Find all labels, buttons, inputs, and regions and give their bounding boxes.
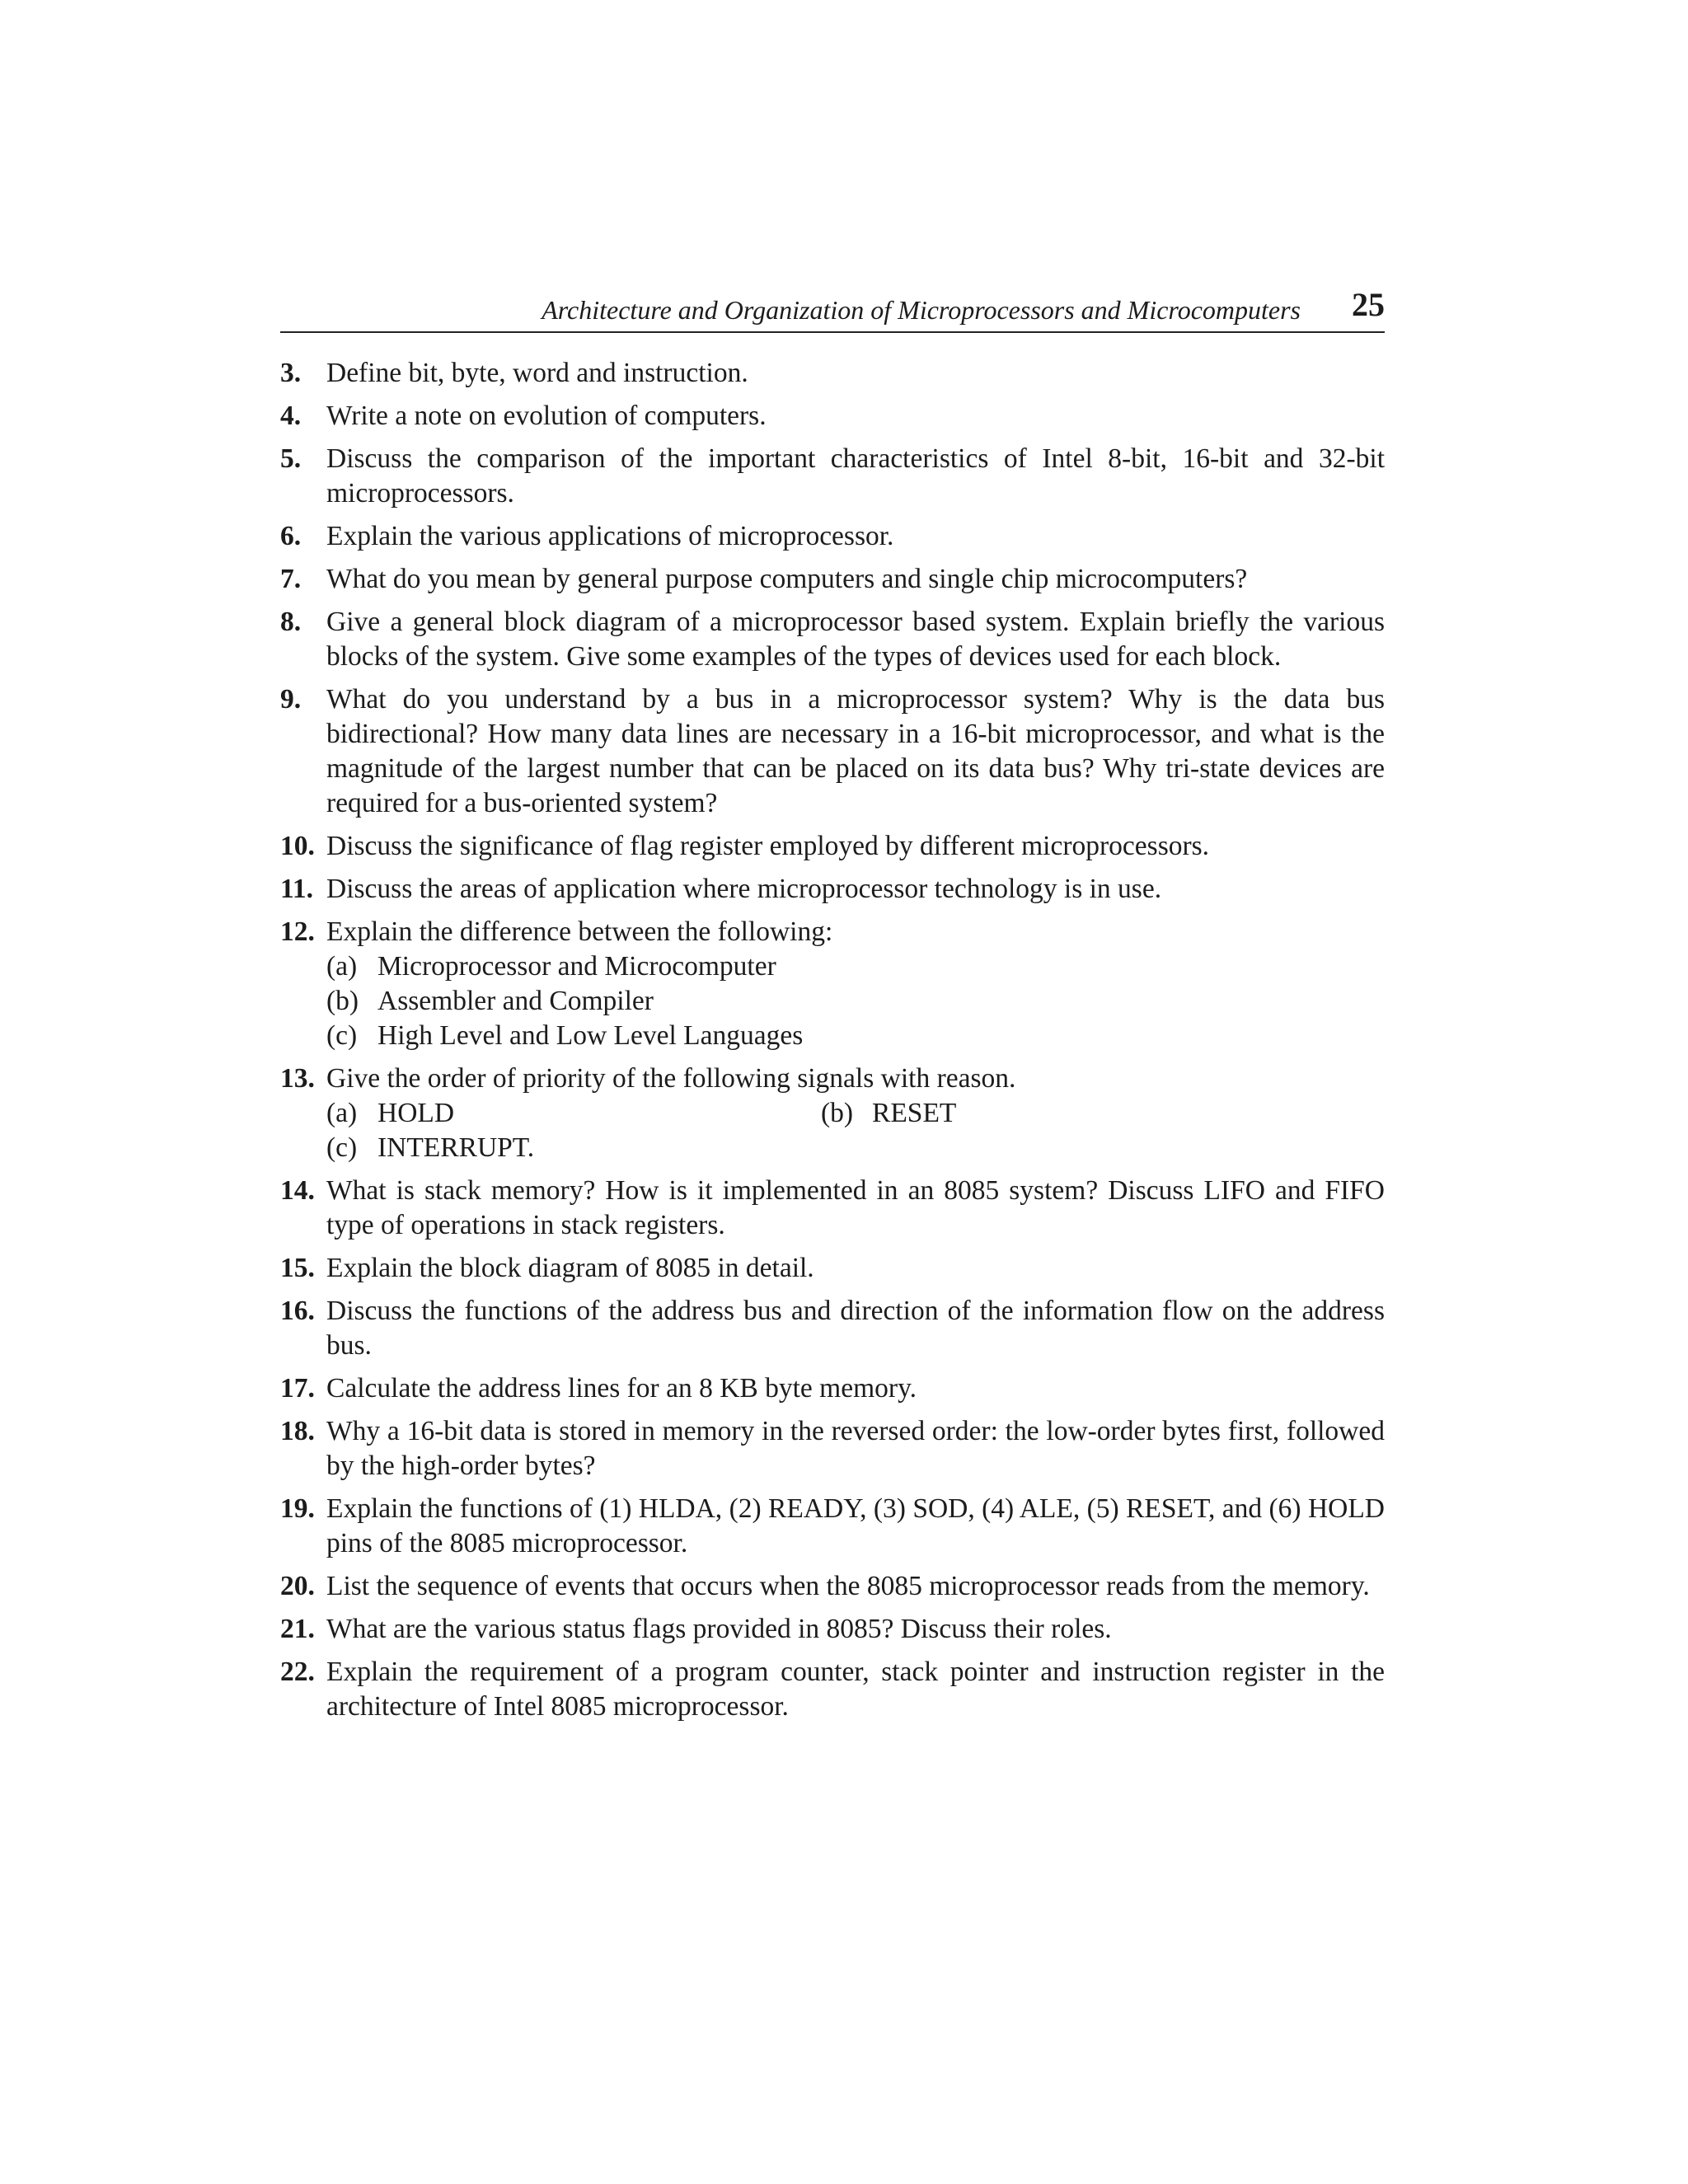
sub-item bbox=[326, 949, 1385, 984]
question-text: Explain the requirement of a program counter, stack pointer and instruction register in the architecture of Intel 8085 microprocessor. bbox=[326, 1657, 1385, 1722]
question-21 bbox=[280, 1612, 1385, 1647]
sub-item-label: (b) bbox=[821, 1098, 854, 1128]
sub-item-row bbox=[326, 1096, 1385, 1131]
question-number: 6. bbox=[280, 521, 302, 551]
question-4 bbox=[280, 399, 1385, 434]
question-15 bbox=[280, 1251, 1385, 1286]
question-number: 10. bbox=[280, 831, 315, 861]
question-19 bbox=[280, 1492, 1385, 1561]
question-number: 5. bbox=[280, 443, 302, 474]
question-number: 17. bbox=[280, 1373, 315, 1404]
question-text: Discuss the comparison of the important characteristics of Intel 8-bit, 16-bit and 32-bit microprocessors. bbox=[326, 443, 1385, 509]
question-text: What is stack memory? How is it implemented in an 8085 system? Discuss LIFO and FIFO type of operations in stack registers. bbox=[326, 1175, 1385, 1240]
question-text: Give a general block diagram of a microprocessor based system. Explain briefly the various blocks of the system. Give some examples of the types of devices used for each block. bbox=[326, 607, 1385, 672]
question-11 bbox=[280, 872, 1385, 907]
question-20 bbox=[280, 1569, 1385, 1604]
question-list bbox=[280, 356, 1385, 1732]
question-text: Define bit, byte, word and instruction. bbox=[326, 358, 748, 388]
question-text: Explain the block diagram of 8085 in detail. bbox=[326, 1253, 814, 1283]
question-number: 18. bbox=[280, 1416, 315, 1446]
sub-item-text: HOLD bbox=[377, 1098, 455, 1128]
sub-item-list bbox=[326, 949, 1385, 1053]
sub-item-label: (b) bbox=[326, 986, 359, 1016]
question-7 bbox=[280, 562, 1385, 597]
sub-item bbox=[326, 1096, 821, 1131]
question-text: Discuss the areas of application where microprocessor technology is in use. bbox=[326, 874, 1162, 904]
sub-item-label: (a) bbox=[326, 1098, 358, 1128]
sub-item-row bbox=[326, 1131, 1385, 1165]
question-number: 4. bbox=[280, 401, 302, 431]
page-number: 25 bbox=[1352, 286, 1385, 323]
question-number: 7. bbox=[280, 564, 302, 594]
question-number: 19. bbox=[280, 1493, 315, 1524]
question-3 bbox=[280, 356, 1385, 391]
question-9 bbox=[280, 682, 1385, 821]
question-10 bbox=[280, 829, 1385, 864]
question-text: Give the order of priority of the following signals with reason. bbox=[326, 1063, 1016, 1094]
question-text: Discuss the functions of the address bus and direction of the information flow on the address bus. bbox=[326, 1296, 1385, 1361]
question-22 bbox=[280, 1655, 1385, 1724]
sub-item-text: High Level and Low Level Languages bbox=[377, 1020, 804, 1051]
question-text: What are the various status flags provided in 8085? Discuss their roles. bbox=[326, 1614, 1112, 1644]
question-6 bbox=[280, 519, 1385, 554]
question-number: 14. bbox=[280, 1175, 315, 1206]
question-text: What do you mean by general purpose computers and single chip microcomputers? bbox=[326, 564, 1248, 594]
sub-item-text: RESET bbox=[872, 1098, 957, 1128]
question-text: Calculate the address lines for an 8 KB byte memory. bbox=[326, 1373, 917, 1404]
question-12 bbox=[280, 915, 1385, 1053]
question-text: Explain the difference between the following: bbox=[326, 916, 833, 947]
question-number: 8. bbox=[280, 607, 302, 637]
question-number: 11. bbox=[280, 874, 314, 904]
sub-item bbox=[326, 1131, 821, 1165]
question-17 bbox=[280, 1371, 1385, 1406]
question-text: List the sequence of events that occurs when the 8085 microprocessor reads from the memory. bbox=[326, 1571, 1370, 1601]
question-text: What do you understand by a bus in a microprocessor system? Why is the data bus bidirectional? How many data lines are necessary in a 16-bit microprocessor, and what is the magnitude of the largest number that can be placed on its data bus? Why tri-state devices are required for a bus-oriented system? bbox=[326, 684, 1385, 818]
question-5 bbox=[280, 442, 1385, 511]
question-number: 20. bbox=[280, 1571, 315, 1601]
sub-item-text: Microprocessor and Microcomputer bbox=[377, 951, 776, 982]
sub-item-text: Assembler and Compiler bbox=[377, 986, 654, 1016]
sub-item bbox=[326, 984, 1385, 1019]
question-number: 16. bbox=[280, 1296, 315, 1326]
question-text: Explain the functions of (1) HLDA, (2) READY, (3) SOD, (4) ALE, (5) RESET, and (6) HOLD pins of the 8085 microprocessor. bbox=[326, 1493, 1385, 1558]
question-text: Discuss the significance of flag register employed by different microprocessors. bbox=[326, 831, 1210, 861]
question-number: 15. bbox=[280, 1253, 315, 1283]
sub-item-label: (c) bbox=[326, 1132, 358, 1163]
question-8 bbox=[280, 605, 1385, 674]
sub-item-label: (c) bbox=[326, 1020, 358, 1051]
question-text: Why a 16-bit data is stored in memory in the reversed order: the low-order bytes first, followed by the high-order bytes? bbox=[326, 1416, 1385, 1481]
sub-item-text: INTERRUPT. bbox=[377, 1132, 535, 1163]
question-13 bbox=[280, 1062, 1385, 1165]
page-header bbox=[280, 286, 1385, 333]
question-number: 9. bbox=[280, 684, 302, 715]
question-number: 3. bbox=[280, 358, 302, 388]
running-title: Architecture and Organization of Microprocessors and Microcomputers bbox=[542, 295, 1301, 325]
question-14 bbox=[280, 1174, 1385, 1243]
sub-item bbox=[326, 1019, 1385, 1053]
question-18 bbox=[280, 1414, 1385, 1483]
question-number: 22. bbox=[280, 1657, 315, 1687]
question-number: 12. bbox=[280, 916, 315, 947]
sub-item-label: (a) bbox=[326, 951, 358, 982]
sub-item bbox=[821, 1096, 1315, 1131]
question-16 bbox=[280, 1294, 1385, 1363]
question-text: Write a note on evolution of computers. bbox=[326, 401, 767, 431]
question-number: 13. bbox=[280, 1063, 315, 1094]
question-text: Explain the various applications of microprocessor. bbox=[326, 521, 894, 551]
sub-item-list bbox=[326, 1096, 1385, 1165]
question-number: 21. bbox=[280, 1614, 315, 1644]
